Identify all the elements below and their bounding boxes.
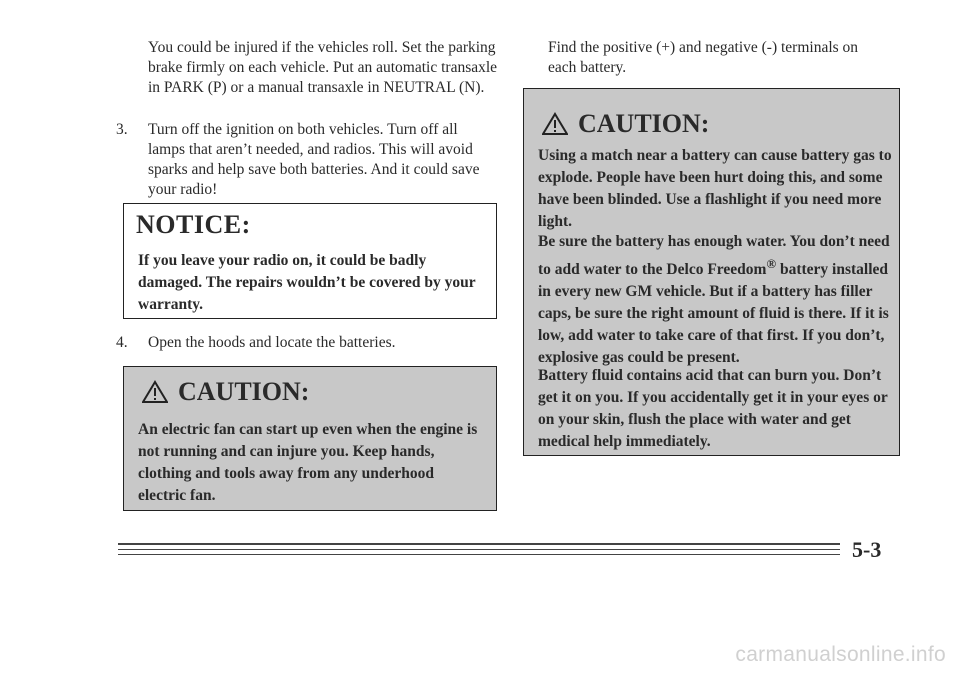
footer-rule — [118, 549, 840, 550]
step-4-text: Open the hoods and locate the batteries. — [148, 334, 396, 351]
page-number: 5-3 — [852, 537, 882, 562]
caution-text: An electric fan can start up even when the engine is not running and can injure you. Keep hands, clothing and tools away from any underhood electric fan. — [138, 421, 478, 504]
notice-title: NOTICE: — [136, 210, 251, 239]
step-number: 4. — [116, 334, 128, 351]
caution-paragraph-1: Using a match near a battery can cause battery gas to explode. People have been hurt doing this, and some have been blinded. Use a flashlight if you need more light. — [538, 147, 892, 230]
warning-triangle-icon — [142, 380, 168, 404]
warning-triangle-icon — [542, 112, 568, 136]
footer-rule — [118, 543, 840, 545]
caution-paragraph-2 — [538, 231, 893, 369]
registered-mark: ® — [766, 256, 777, 271]
right-intro-paragraph: Find the positive (+) and negative (-) terminals on each battery. — [548, 39, 859, 76]
step-3-text: Turn off the ignition on both vehicles. Turn off all lamps that aren’t needed, and radios. This will avoid sparks and help save both batteries. And it could save your radio! — [148, 121, 480, 198]
step-number: 3. — [116, 121, 128, 138]
watermark-text: carmanualsonline.info — [735, 643, 946, 666]
caution-paragraph-2-end: battery installed in every new GM vehicle. But if a battery has filler caps, be sure the right amount of fluid is there. If it is low, add water to take care of that first. If you don’t, explosive gas could be present. — [538, 261, 889, 367]
caution-paragraph-2-start: Be sure the battery has enough water. You don’t need to add water to the Delco Freedom — [538, 233, 890, 279]
caution-title: CAUTION: — [178, 377, 310, 406]
caution-box-left — [123, 366, 497, 511]
notice-box — [123, 203, 497, 319]
footer-rule — [118, 554, 840, 555]
caution-heading — [142, 377, 309, 407]
notice-text: If you leave your radio on, it could be badly damaged. The repairs wouldn’t be covered by your warranty. — [138, 252, 476, 313]
caution-heading — [542, 109, 709, 139]
intro-paragraph: You could be injured if the vehicles roll. Set the parking brake firmly on each vehicle. Put an automatic transaxle in PARK (P) or a manual transaxle in NEUTRAL (N). — [148, 39, 498, 96]
caution-title: CAUTION: — [578, 109, 710, 138]
caution-paragraph-3: Battery fluid contains acid that can burn you. Don’t get it on you. If you accidentally get it in your eyes or on your skin, flush the place with water and get medical help immediately. — [538, 367, 888, 450]
caution-box-right — [523, 88, 900, 456]
